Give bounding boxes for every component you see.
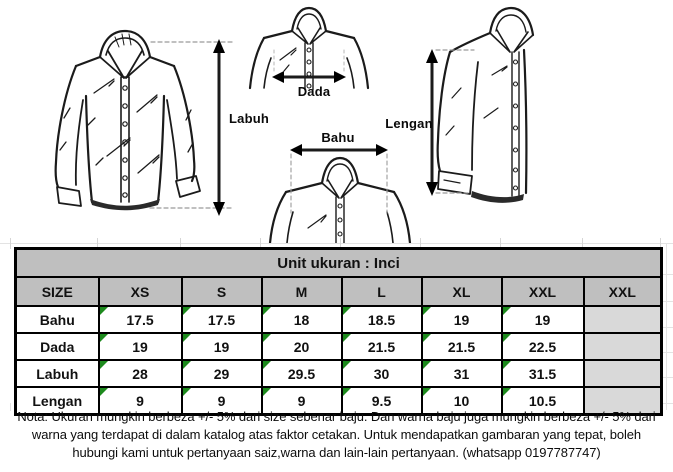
- cell-value: 9: [182, 387, 262, 415]
- cell-value: 9: [99, 387, 182, 415]
- col-header-size: SIZE: [16, 277, 99, 306]
- cell-value: 10.5: [502, 387, 584, 415]
- col-header-xxl: XXL: [502, 277, 584, 306]
- cell-value: 19: [502, 306, 584, 333]
- col-header-s: S: [182, 277, 262, 306]
- cell-value: 19: [422, 306, 502, 333]
- label-lengan: Lengan: [385, 116, 433, 131]
- note-line-2: warna yang terdapat di dalam katalog atas faktor cetakan. Untuk mendapatkan gambaran yang tepat, boleh: [31, 427, 642, 442]
- cell-value: 31.5: [502, 360, 584, 387]
- cell-value: 17.5: [182, 306, 262, 333]
- cell-value: 19: [99, 333, 182, 360]
- table-row-bahu: [16, 306, 662, 333]
- cell-value: 29.5: [262, 360, 342, 387]
- col-header-xl: XL: [422, 277, 502, 306]
- cell-empty: [584, 333, 662, 360]
- note-line-1: Nota: Ukuran mungkin berbeza +/- 5% dari size sebenar baju. Dan warna baju juga mungkin berbeza +/- 5% dari: [17, 409, 656, 424]
- label-labuh: Labuh: [229, 111, 269, 126]
- shirt-front-illustration: [56, 31, 200, 210]
- cell-value: 31: [422, 360, 502, 387]
- cell-value: 10: [422, 387, 502, 415]
- col-header-xs: XS: [99, 277, 182, 306]
- row-label: Labuh: [16, 360, 99, 387]
- table-row-dada: [16, 333, 662, 360]
- cell-value: 18.5: [342, 306, 422, 333]
- table-title: Unit ukuran : Inci: [16, 249, 662, 278]
- table-title-row: [16, 249, 662, 278]
- label-dada: Dada: [297, 84, 331, 99]
- cell-value: 19: [182, 333, 262, 360]
- cell-empty: [584, 306, 662, 333]
- cell-value: 9: [262, 387, 342, 415]
- cell-value: 17.5: [99, 306, 182, 333]
- cell-value: 28: [99, 360, 182, 387]
- bahu-arrow: [290, 144, 388, 213]
- shirt-side-illustration: [438, 8, 533, 203]
- cell-value: 29: [182, 360, 262, 387]
- note-text: [0, 408, 673, 462]
- cell-value: 22.5: [502, 333, 584, 360]
- note-line-3: hubungi kami untuk pertanyaan saiz,warna dan lain-lain pertanyaan. (whatsapp 0197787747): [72, 445, 601, 460]
- table-row-labuh: [16, 360, 662, 387]
- cell-value: 18: [262, 306, 342, 333]
- row-label: Lengan: [16, 387, 99, 415]
- label-bahu: Bahu: [321, 130, 355, 145]
- row-label: Bahu: [16, 306, 99, 333]
- cell-value: 21.5: [422, 333, 502, 360]
- cell-value: 9.5: [342, 387, 422, 415]
- size-table: [14, 247, 663, 416]
- table-header-row: [16, 277, 662, 306]
- col-header-xxl2: XXL: [584, 277, 662, 306]
- cell-empty: [584, 360, 662, 387]
- cell-value: 30: [342, 360, 422, 387]
- col-header-l: L: [342, 277, 422, 306]
- row-label: Dada: [16, 333, 99, 360]
- dada-arrow: [272, 50, 346, 83]
- cell-value: 21.5: [342, 333, 422, 360]
- cell-value: 20: [262, 333, 342, 360]
- col-header-m: M: [262, 277, 342, 306]
